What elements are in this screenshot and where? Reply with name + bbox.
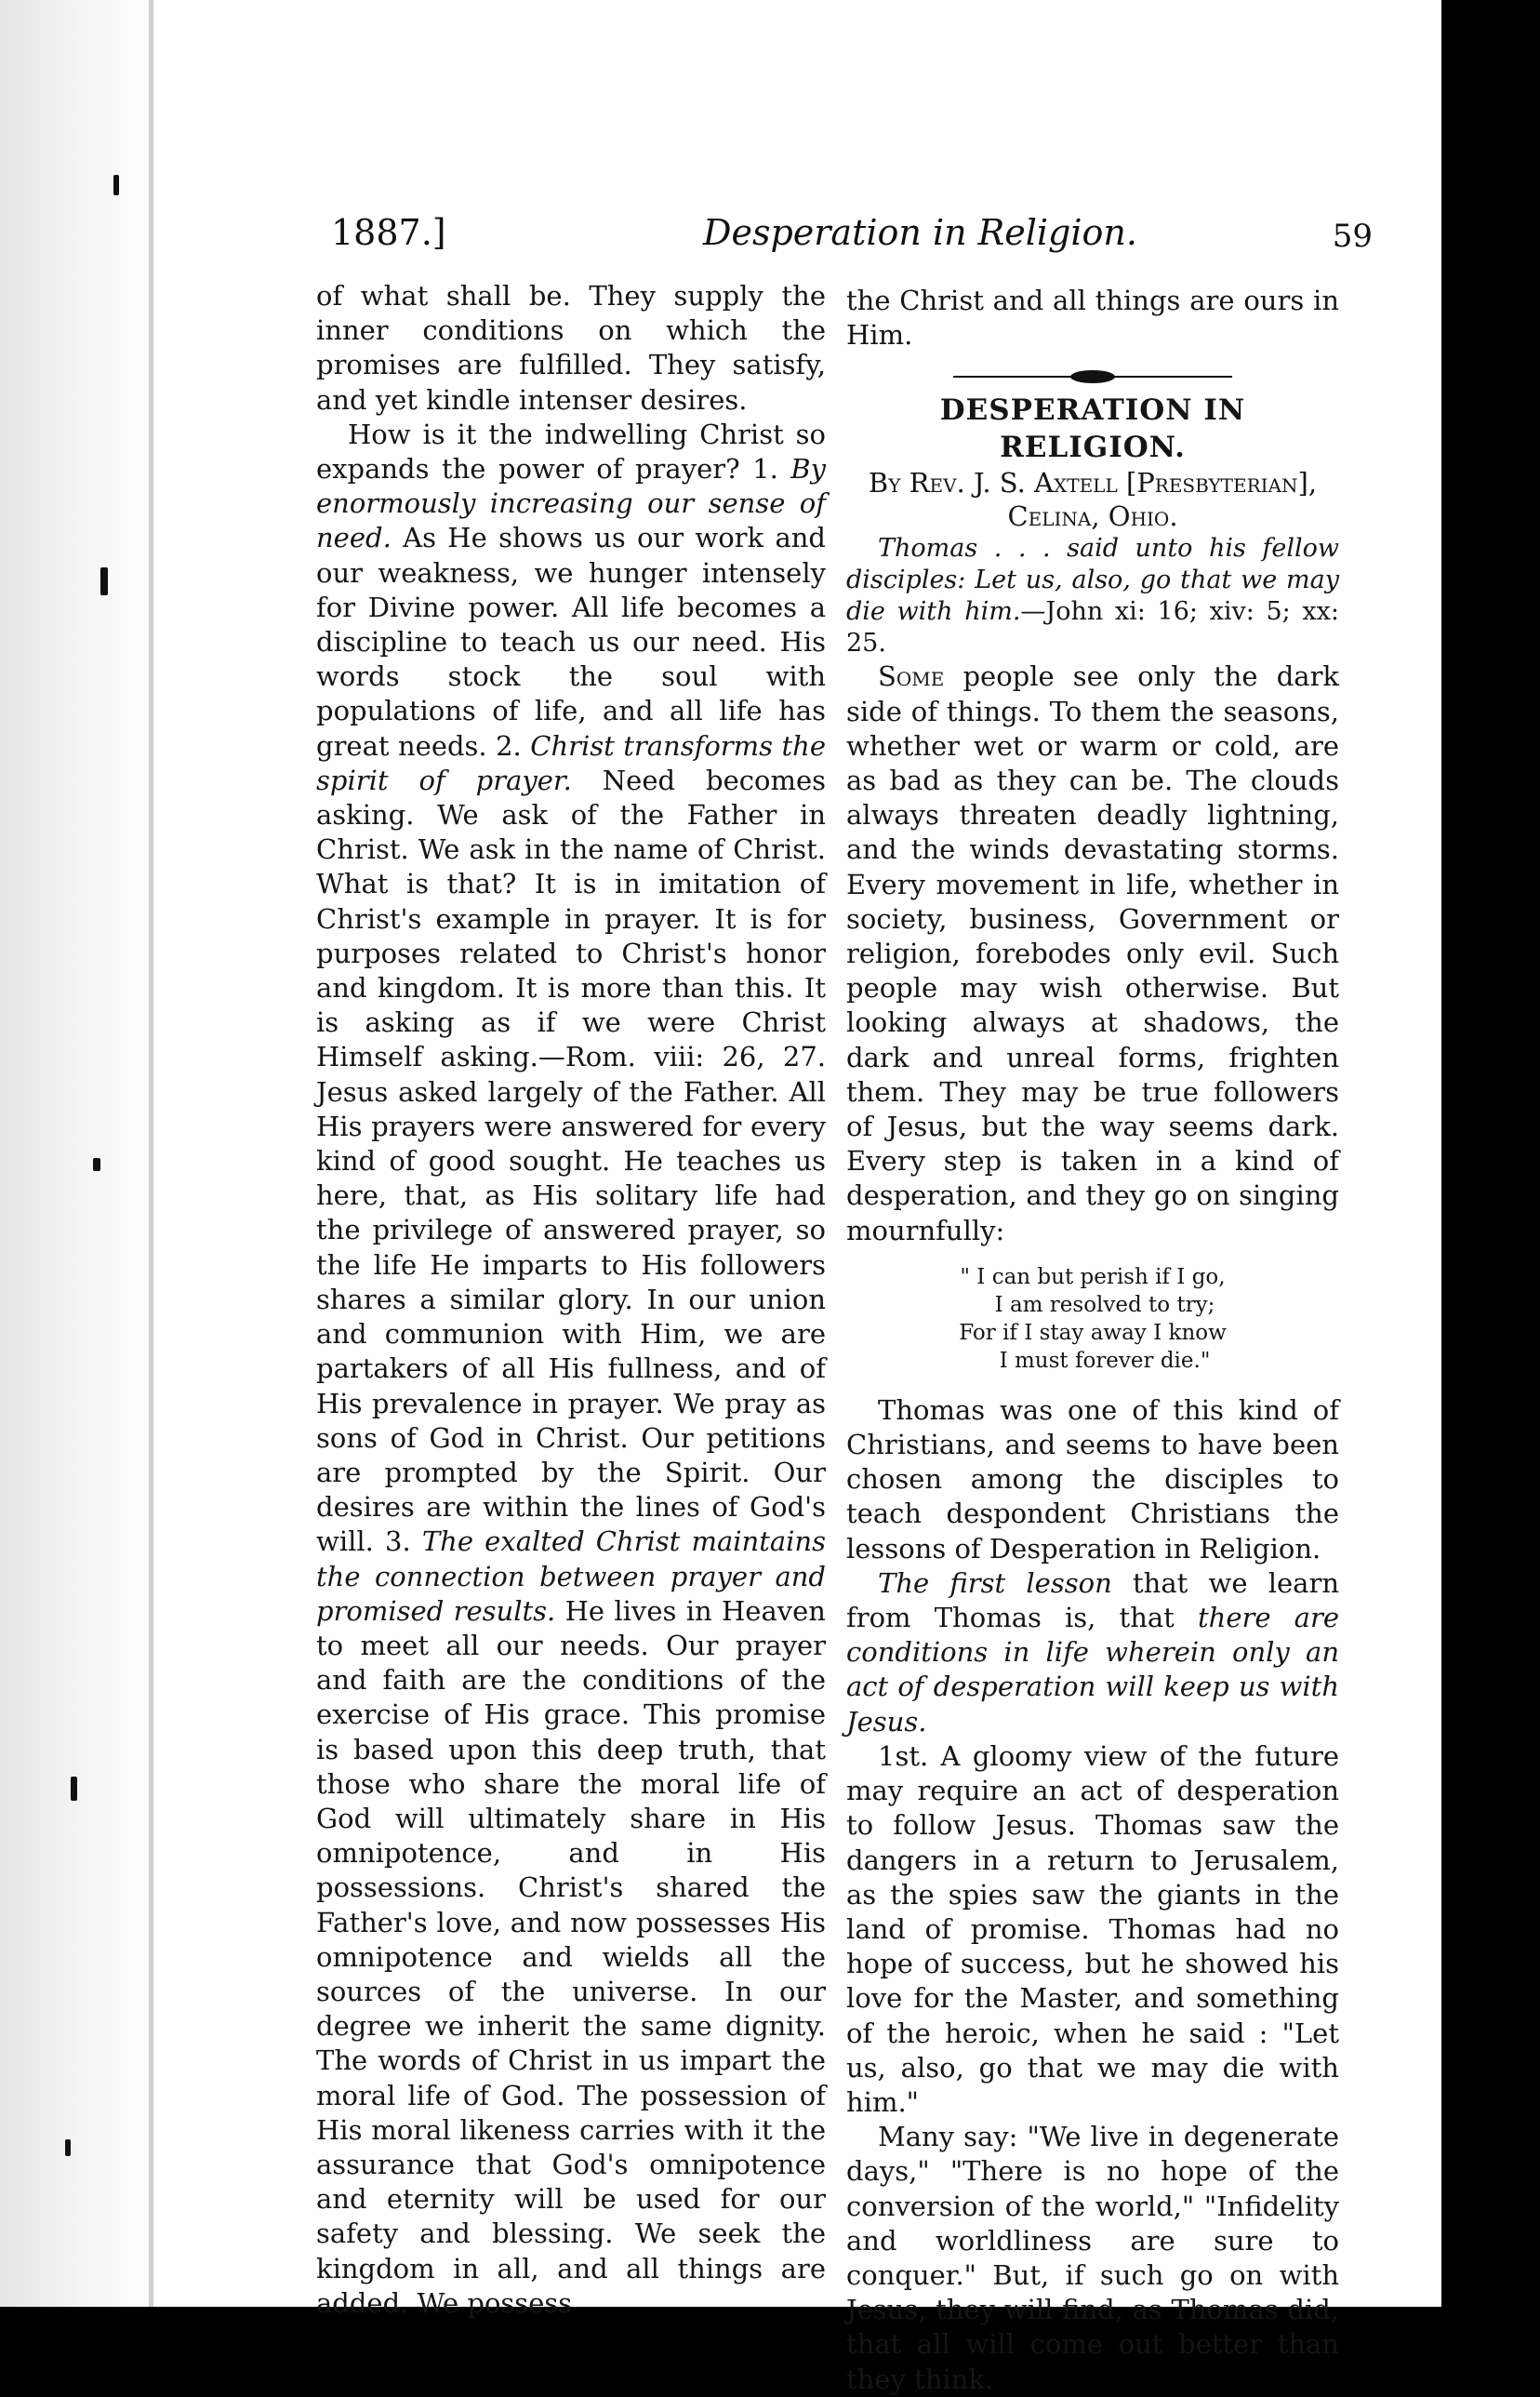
epigraph: Thomas . . . said unto his fellow disciples: Let us, also, go that we may die with him.—John xi: 16; xiv: 5; xx: 25. (846, 534, 1339, 659)
emphasis: Christ transforms the spirit of prayer. (316, 729, 826, 796)
hymn-verse (846, 1263, 1339, 1375)
paragraph: The first lesson that we learn from Thomas is, that there are conditions in life wherein only an act of desperation will keep us with Jesus. (846, 1566, 1339, 1738)
paragraph: 1st. A gloomy view of the future may require an act of desperation to follow Jesus. Thomas saw the dangers in a return to Jerusalem, as the spies saw the giants in the land of promise. Thomas had no hope of success, but he showed his love for the Master, and something of the heroic, when he said : "Let us, also, go that we may die with him." (846, 1739, 1339, 2118)
scan-speck (100, 567, 108, 595)
paragraph: the Christ and all things are ours in Him. (846, 285, 1339, 352)
section-divider (953, 369, 1232, 384)
paragraph: How is it the indwelling Christ so expands the power of prayer? 1. By enormously increasing our sense of need. As He shows us our work and our weakness, we hunger intensely for Divine power. All life becomes a discipline to teach us our need. His words stock the soul with populations of life, and all life has great needs. 2. Christ transforms the spirit of prayer. Need becomes asking. We ask of the Father in Christ. We ask in the name of Christ. What is that? It is in imitation of Christ's example in prayer. It is for purposes related to Christ's honor and kingdom. It is more than this. It is asking as if we were Christ Himself asking.—Rom. viii: 26, 27. Jesus asked largely of the Father. All His prayers were answered for every kind of good sought. He teaches us here, that, as His solitary life had the privilege of answered prayer, so the life He imparts to His followers shares a similar glory. In our union and communion with Him, we are partakers of all His fullness, and of His prevalence in prayer. We pray as sons of God in Christ. Our petitions are prompted by the Spirit. Our desires are within the lines of God's will. 3. The exalted Christ maintains the connection between prayer and promised results. He lives in Heaven to meet all our needs. Our prayer and faith are the conditions of the exercise of His grace. This promise is based upon this deep truth, that those who share the moral life of God will ultimately share in His omnipotence, and in His possessions. Christ's shared the Father's love, and now possesses His omnipotence and wields all the sources of the universe. In our degree we inherit the same dignity. The words of Christ in us impart the moral life of God. The possession of His moral likeness carries with it the assurance that God's omnipotence and eternity will be used for our safety and blessing. We seek the kingdom in all, and all things are added. We possess (316, 418, 826, 2319)
scan-speck (65, 2139, 71, 2156)
scan-speck (113, 175, 119, 195)
article-title: DESPERATION IN RELIGION. (939, 393, 1246, 465)
scan-speck (93, 1158, 100, 1171)
scan-speck (71, 1777, 77, 1801)
byline-location: Celina, Ohio. (1007, 500, 1178, 533)
header-year: 1887.] (331, 212, 446, 253)
binding-gutter (0, 0, 153, 2307)
gutter-edge (149, 0, 153, 2307)
right-column (846, 284, 1339, 2397)
paragraph: Many say: "We live in degenerate days," "There is no hope of the conversion of the world," "Infidelity and worldliness are sure to conquer." But, if such go on with Jesus, they will find, as Thomas did, that all will come out better than they think. (846, 2121, 1339, 2395)
paragraph: Some people see only the dark side of things. To them the seasons, whether wet or warm or cold, are as bad as they can be. The clouds always threaten deadly lightning, and the winds devastating storms. Every movement in life, whether in society, business, Government or religion, forebodes only evil. Such people may wish otherwise. But looking always at shadows, the dark and unreal forms, frighten them. They may be true followers of Jesus, but the way seems dark. Every step is taken in a kind of desperation, and they go on singing mournfully: (846, 660, 1339, 1246)
verse-line: I must forever die." (999, 1348, 1211, 1373)
page-number: 59 (1332, 218, 1373, 255)
paragraph: Thomas was one of this kind of Christians, and seems to have been chosen among the disciples to teach despondent Christians the lessons of Desperation in Religion. (846, 1393, 1339, 1565)
emphasis: The exalted Christ maintains the connection between prayer and promised results. (316, 1525, 826, 1627)
paragraph: of what shall be. They supply the inner conditions on which the promises are fulfilled. They satisfy, and yet kindle intenser desires. (316, 280, 826, 416)
verse-line: " I can but perish if I go, (960, 1264, 1226, 1289)
epigraph-citation: —John xi: 16; xiv: 5; xx: 25. (846, 597, 1339, 659)
emphasis: By enormously increasing our sense of need. (316, 453, 826, 554)
left-column (316, 279, 826, 2321)
header-title: Desperation in Religion. (703, 212, 1137, 253)
running-head (331, 212, 1373, 268)
verse-line: I am resolved to try; (994, 1292, 1215, 1317)
verse-line: For if I stay away I know (959, 1320, 1227, 1345)
byline: By Rev. J. S. Axtell [Presbyterian], (868, 467, 1318, 499)
